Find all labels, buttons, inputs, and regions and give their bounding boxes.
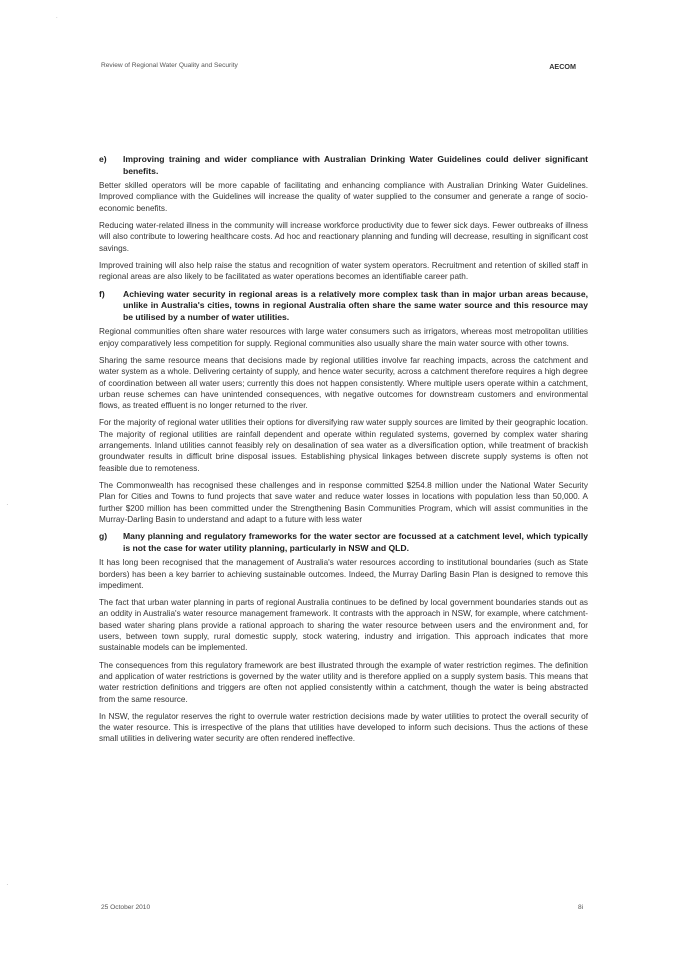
section-heading [99, 154, 588, 177]
scan-mark: · [6, 500, 9, 509]
scan-mark: · [6, 880, 9, 889]
paragraph: For the majority of regional water utilities their options for diversifying raw water supply sources are limited by their geographic location. The majority of regional utilities are rainfall dependent and operate within regulated systems, governed by complex water sharing arrangements. Inland utilities cannot feasibly rely on desalination of sea water as a diversification option, while treatment of brackish groundwater results in difficult brine disposal issues. Establishing physical linkages between discrete supply systems is often not feasible due to remoteness. [99, 418, 588, 473]
section-number: f) [99, 288, 105, 299]
section-e [99, 154, 588, 283]
footer-date: 25 October 2010 [101, 904, 151, 911]
section-heading [99, 531, 588, 554]
section-g [99, 531, 588, 745]
running-header-title: Review of Regional Water Quality and Security [101, 62, 238, 69]
scan-mark: . [56, 14, 58, 20]
company-logo-text: AECOM [549, 62, 576, 71]
section-heading-text: Many planning and regulatory frameworks for the water sector are focussed at a catchment level, which typically is not the case for water utility planning, particularly in NSW and QLD. [123, 531, 588, 553]
paragraph: The consequences from this regulatory framework are best illustrated through the example of water restriction regimes. The definition and application of water restrictions is governed by the water utility and is therefore applied on a supply system basis. This means that water restriction definitions and triggers are often not applied consistently within a catchment, though the water is being abstracted from the same resource. [99, 660, 588, 704]
document-body [99, 154, 588, 751]
paragraph: Sharing the same resource means that decisions made by regional utilities involve far reaching impacts, across the catchment and water system as a whole. Delivering certainty of supply, and hence water security, across a catchment therefore requires a high degree of coordination between all water users; currently this does not happen consistently. Where multiple users operate within a catchment, urban reuse schemes can have unintended consequences, with negative outcomes for downstream customers and environmental flows, as treated effluent is no longer returned to the river. [99, 355, 588, 411]
section-number: e) [99, 154, 107, 164]
paragraph: Better skilled operators will be more capable of facilitating and enhancing compliance with Australian Drinking Water Guidelines. Improved compliance with the Guidelines will increase the quality of water supplied to the consumer and generate a range of socio-economic benefits. [99, 181, 588, 213]
paragraph: In NSW, the regulator reserves the right to overrule water restriction decisions made by water utilities to protect the overall security of the water resource. This is irrespective of the plans that utilities have developed to inform such decisions. Thus the actions of these small utilities in delivering water security are often rendered ineffective. [99, 711, 588, 744]
paragraph: Improved training will also help raise the status and recognition of water system operators. Recruitment and retention of skilled staff in regional areas are also likely to be facilitated as water operations becomes an identifiable career path. [99, 260, 588, 282]
paragraph: Reducing water-related illness in the community will increase workforce productivity due to fewer sick days. Fewer outbreaks of illness will also contribute to lowering healthcare costs. Ad hoc and reactionary planning and funding will decrease, resulting in significant cost savings. [99, 221, 588, 253]
paragraph: The fact that urban water planning in parts of regional Australia continues to be defined by local government boundaries stands out as an oddity in Australia's water resource management framework. It contrasts with the approach in NSW, for example, where catchment-based water sharing plans provide a rational approach to sharing the water resource between users and the environment and, for users, between town supply, rural domestic supply, stock watering, industry and irrigation. This approach indicates that more sustainable models can be implemented. [99, 598, 588, 653]
section-heading [99, 289, 588, 324]
paragraph: It has long been recognised that the management of Australia's water resources according to institutional boundaries (such as State borders) has been a key barrier to achieving sustainable outcomes. Indeed, the Murray Darling Basin Plan is designed to remove this impediment. [99, 558, 588, 590]
section-heading-text: Achieving water security in regional areas is a relatively more complex task than in major urban areas because, unlike in Australia's cities, towns in regional Australia often share the same water source and this resource may be utilised by a number of water utilities. [123, 288, 588, 322]
paragraph: Regional communities often share water resources with large water consumers such as irrigators, whereas most metropolitan utilities enjoy comparatively less competition for supply. Regional communities also usually share the main water source with other towns. [99, 327, 588, 348]
section-heading-text: Improving training and wider compliance with Australian Drinking Water Guidelines could deliver significant benefits. [123, 154, 588, 176]
section-number: g) [99, 531, 108, 542]
paragraph: The Commonwealth has recognised these challenges and in response committed $254.8 million under the National Water Security Plan for Cities and Towns to fund projects that save water and reduce water losses in locations with population less than 50,000. A further $200 million has been committed under the Strengthening Basin Communities Program, which will assist communities in the Murray-Darling Basin to understand and adapt to a future with less water [99, 480, 588, 524]
section-f [99, 289, 588, 526]
page-number: 8i [578, 904, 584, 911]
